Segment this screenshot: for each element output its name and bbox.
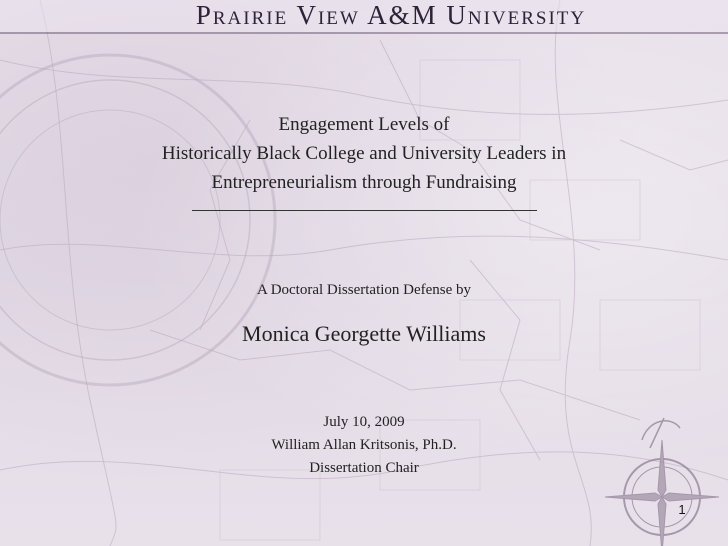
- chair-name: William Allan Kritsonis, Ph.D.: [271, 437, 457, 453]
- chair-role: Dissertation Chair: [309, 460, 419, 476]
- presentation-details: [160, 411, 568, 480]
- slide-number: 1: [678, 502, 686, 517]
- title-line-1: Engagement Levels of: [278, 114, 450, 135]
- title-line-3: Entrepreneurialism through Fundraising: [211, 172, 517, 193]
- header-divider: [0, 32, 728, 34]
- university-name: Prairie View A&M University: [195, 0, 587, 30]
- title-line-2: Historically Black College and University Leaders in: [161, 143, 567, 164]
- title-underline: [192, 210, 537, 211]
- date: July 10, 2009: [323, 414, 405, 430]
- presentation-title: [100, 110, 628, 197]
- subtitle: A Doctoral Dissertation Defense by: [256, 282, 472, 298]
- compass-rose: [605, 418, 719, 546]
- author-name: Monica Georgette Williams: [242, 321, 486, 346]
